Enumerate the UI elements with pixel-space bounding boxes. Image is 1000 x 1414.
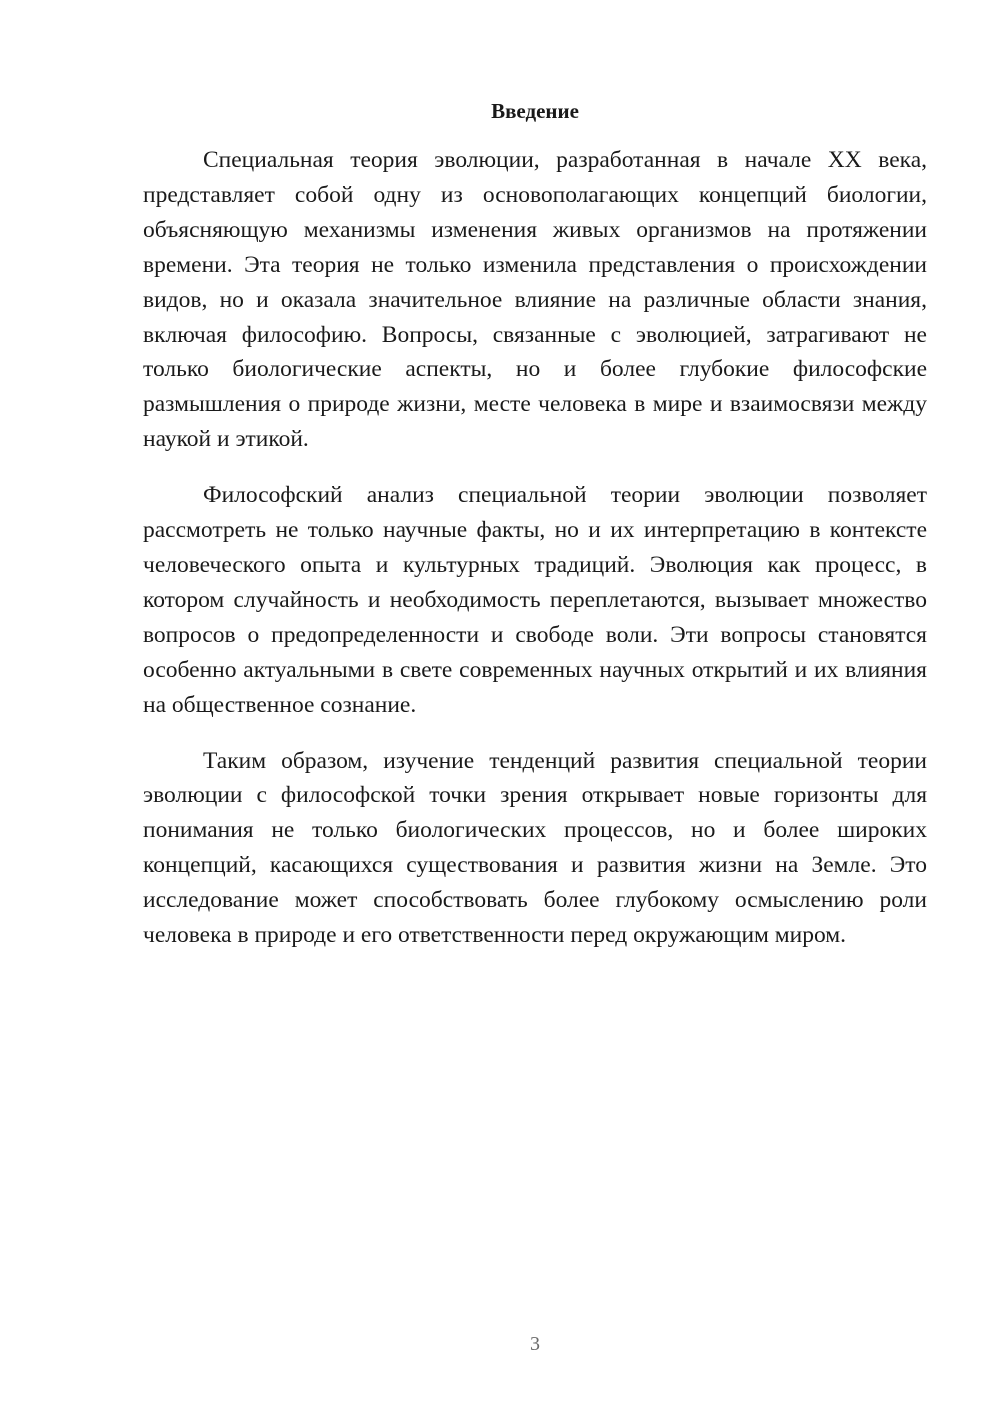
body-text (143, 143, 927, 974)
paragraph-3: Таким образом, изучение тенденций развития специальной теории эволюции с философской точки зрения открывает новые горизонты для понимания не только биологических процессов, но и более широких концепций, касающихся существования и развития жизни на Земле. Это исследование может способствовать более глубокому осмыслению роли человека в природе и его ответственности перед окружающим миром. (143, 747, 927, 949)
page-number: 3 (530, 1333, 540, 1355)
section-heading: Введение (491, 99, 579, 123)
paragraph-2: Философский анализ специальной теории эволюции позволяет рассмотреть не только научные факты, но и их интерпретацию в контексте человеческого опыта и культурных традиций. Эволюция как процесс, в котором случайность и необходимость переплетаются, вызывает множество вопросов о предопределенности и свободе воли. Эти вопросы становятся особенно актуальными в свете современных научных открытий и их влияния на общественное сознание. (143, 482, 927, 718)
paragraph-1: Специальная теория эволюции, разработанная в начале XX века, представляет собой одну из основополагающих концепций биологии, объясняющую механизмы изменения живых организмов на протяжении времени. Эта теория не только изменила представления о происхождении видов, но и оказала значительное влияние на различные области знания, включая философию. Вопросы, связанные с эволюцией, затрагивают не только биологические аспекты, но и более глубокие философские размышления о природе жизни, месте человека в мире и взаимосвязи между наукой и этикой. (143, 147, 927, 453)
